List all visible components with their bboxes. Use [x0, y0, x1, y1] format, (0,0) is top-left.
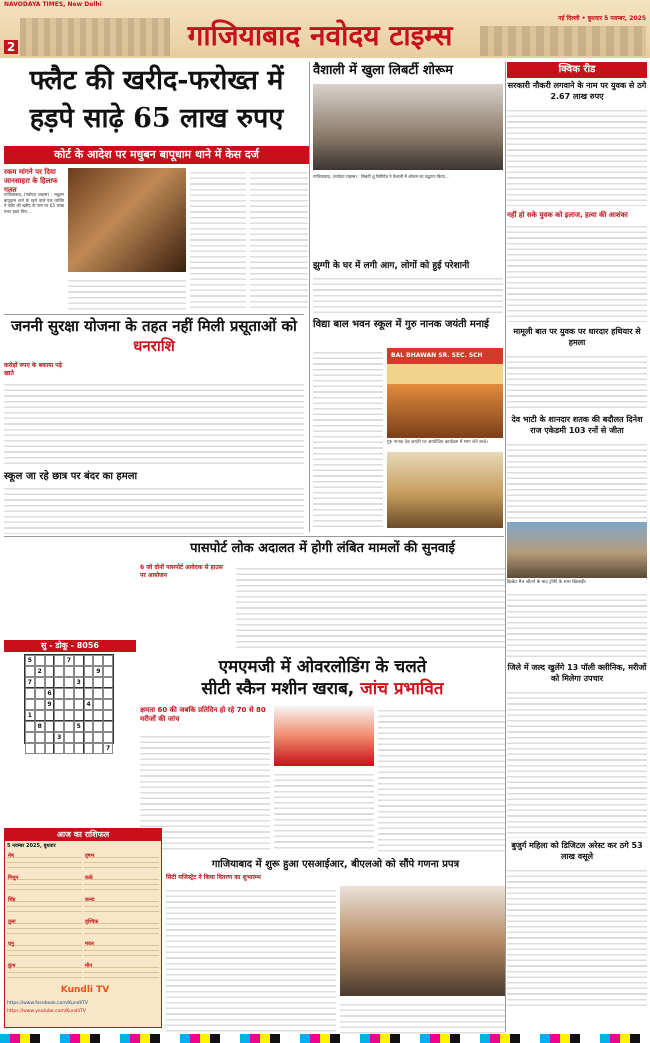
sudoku-cell	[54, 710, 64, 721]
school-headline: स्कूल जा रहे छात्र पर बंदर का हमला	[4, 471, 138, 482]
page-number: 2	[4, 40, 18, 54]
sudoku-cell	[84, 688, 94, 699]
registration-strip	[0, 1034, 650, 1043]
sudoku-cell: 5	[25, 655, 35, 666]
sudoku-cell	[103, 666, 113, 677]
sudoku-cell	[93, 699, 103, 710]
sudoku-grid	[24, 654, 114, 752]
sudoku-cell	[103, 699, 113, 710]
sudoku-cell: 1	[25, 710, 35, 721]
sudoku-cell	[35, 710, 45, 721]
rashi-sign: कुंभ	[7, 963, 82, 982]
passport-story	[140, 540, 505, 650]
passport-headline: पासपोर्ट लोक अदालत में होगी लंबित मामलों की सुनवाई	[190, 541, 455, 556]
sudoku-cell	[25, 721, 35, 732]
emg-headline-1: एमएमजी में ओवरलोडिंग के चलते	[218, 657, 427, 677]
sudoku-cell	[54, 688, 64, 699]
sudoku-cell	[84, 743, 94, 754]
sudoku-cell	[64, 677, 74, 688]
sudoku-cell	[103, 721, 113, 732]
quick-read	[507, 62, 647, 1012]
quick-h3: मामूली बात पर युवक पर धारदार हथियार से हमला	[513, 327, 641, 347]
masthead-date: नई दिल्ली • बुधवार 5 नवम्बर, 2025	[558, 15, 646, 22]
quick-body1	[507, 106, 647, 206]
sudoku-cell	[103, 655, 113, 666]
fire-body	[313, 274, 503, 314]
lead-body-col3	[190, 168, 246, 310]
gavel-photo	[68, 168, 186, 272]
quick-body6	[507, 688, 647, 838]
sudoku-cell	[54, 677, 64, 688]
sir-photo	[340, 886, 505, 996]
emg-body-3	[378, 706, 505, 852]
youtube-link[interactable]: https://www.youtube.com/KundliTV	[7, 1009, 86, 1014]
rashi-sign: मिथुन	[7, 875, 82, 894]
sudoku-cell	[93, 710, 103, 721]
masthead	[0, 0, 650, 58]
sudoku-cell	[54, 743, 64, 754]
sudoku-cell	[64, 710, 74, 721]
hospital-illustration	[274, 706, 374, 766]
rashifal-date: 5 नवम्बर 2025, बुधवार	[7, 843, 56, 849]
sir-story	[166, 858, 505, 1038]
quick-body4	[507, 440, 647, 520]
quick-read-tag: क्विक रीड	[507, 62, 647, 78]
cricket-caption: क्रिकेट मैच जीतने के बाद ट्रॉफी के साथ खिलाड़ी।	[507, 580, 587, 585]
sudoku-cell	[64, 666, 74, 677]
sudoku-cell	[103, 677, 113, 688]
sudoku-cell: 7	[25, 677, 35, 688]
sudoku-cell	[103, 710, 113, 721]
emg-bullet: क्षमता 60 की जबकि प्रतिदिन हो रहे 70 से 80 मरीजों की जांच	[140, 706, 266, 723]
sudoku-cell: 5	[74, 721, 84, 732]
sudoku-cell	[45, 666, 55, 677]
vaishali-photo	[313, 84, 503, 170]
sudoku-cell: 6	[45, 688, 55, 699]
rashi-sign: मीन	[84, 963, 159, 982]
sudoku-cell	[35, 677, 45, 688]
janani-bullet: करोड़ों रुपए के बकाया पड़े खाते	[4, 362, 62, 377]
quick-body5	[507, 590, 647, 660]
sudoku-cell	[84, 677, 94, 688]
sudoku-cell	[84, 732, 94, 743]
sudoku-cell	[93, 655, 103, 666]
rashifal-title: आज का राशिफल	[5, 829, 161, 841]
sudoku-cell	[54, 721, 64, 732]
rule-v1	[309, 62, 310, 532]
lead-body: गाजियाबाद, (नवोदय टाइम्स) : मधुबन बापूधाम थाने के रहने वाले एक व्यक्ति ने फ्लैट की खरीद के नाम पर 65 लाख रुपए हड़प लिए...	[4, 192, 64, 214]
quick-body2	[507, 222, 647, 322]
sudoku-cell: 3	[54, 732, 64, 743]
rule-h2	[4, 536, 504, 537]
passport-body	[236, 564, 505, 648]
janani-headline	[4, 316, 304, 356]
quick-h2: नहीं हो सके युवक को इलाज, हत्या की आशंका	[507, 211, 628, 219]
vidya-story	[313, 318, 503, 538]
sudoku-cell	[103, 732, 113, 743]
janani-body	[4, 380, 304, 464]
sudoku-cell	[45, 743, 55, 754]
vaishali-body: गाजियाबाद, (नवोदय टाइम्स) : लिबर्टी शू लिमिटेड ने वैशाली में शोरूम का उद्घाटन किया...	[313, 174, 449, 179]
quick-body3	[507, 352, 647, 412]
sudoku-cell	[45, 721, 55, 732]
sir-body-2	[340, 1000, 505, 1036]
sudoku-cell	[64, 732, 74, 743]
vidya-photo-2	[387, 452, 503, 528]
masthead-title: गाजियाबाद नवोदय टाइम्स	[187, 19, 453, 52]
sudoku-cell: 2	[35, 666, 45, 677]
sudoku-cell	[35, 732, 45, 743]
sudoku-cell	[35, 688, 45, 699]
rashi-sign: धनु	[7, 941, 82, 960]
school-body	[4, 484, 304, 534]
rule-h1	[4, 314, 304, 315]
sudoku-cell: 4	[84, 699, 94, 710]
sudoku-cell: 9	[93, 666, 103, 677]
sudoku-cell	[25, 666, 35, 677]
fire-headline: झुग्गी के घर में लगी आग, लोगों को हुई परेशानी	[313, 261, 470, 271]
quick-h5: जिले में जल्द खुलेंगे 13 पॉली क्लीनिक, मरीजों को मिलेगा उपचार	[507, 663, 647, 683]
janani-headline-text: जननी सुरक्षा योजना के तहत नहीं मिली प्रसूताओं को	[11, 317, 297, 335]
sudoku-cell	[35, 699, 45, 710]
masthead-skyline	[20, 18, 170, 56]
rashifal-signs	[7, 853, 159, 983]
sudoku-cell	[93, 732, 103, 743]
vidya-caption: गुरु नानक देव जयंती पर आयोजित कार्यक्रम में भाग लेते बच्चे।	[387, 440, 488, 445]
sudoku-cell	[64, 688, 74, 699]
sudoku-cell	[74, 655, 84, 666]
rashi-sign: तुला	[7, 919, 82, 938]
sudoku-cell	[103, 688, 113, 699]
emg-headline-2	[140, 678, 505, 700]
facebook-link[interactable]: https://www.facebook.com/KundliTV	[7, 1001, 88, 1006]
sudoku-cell	[84, 721, 94, 732]
sudoku-cell	[25, 688, 35, 699]
sudoku-cell	[74, 710, 84, 721]
sudoku-cell	[74, 743, 84, 754]
sudoku-cell	[84, 666, 94, 677]
vaishali-story	[313, 62, 503, 262]
sir-bullet: सिटी मजिस्ट्रेट ने किया वितरण का शुभारम्भ	[166, 874, 261, 881]
sudoku-cell	[64, 699, 74, 710]
sir-body	[166, 886, 336, 1036]
sudoku-cell	[25, 743, 35, 754]
rashi-sign: मेष	[7, 853, 82, 872]
emg-headline-2-text: सीटी स्कैन मशीन खराब,	[201, 679, 355, 699]
rashifal	[4, 828, 162, 1028]
sudoku-cell: 8	[35, 721, 45, 732]
passport-bullet: 6 जो दोनों पासपोर्ट आवेदक से हाउस पर आयोजन	[140, 564, 223, 579]
quick-h1: सरकारी नौकरी लगवाने के नाम पर युवक से ठगे 2.67 लाख रुपए	[507, 81, 647, 101]
sudoku-cell	[74, 688, 84, 699]
sudoku-cell	[93, 688, 103, 699]
janani-highlight: धनराशि	[133, 337, 175, 355]
vidya-headline: विद्या बाल भवन स्कूल में गुरु नानक जयंती मनाई	[313, 319, 489, 330]
masthead-skyline-right	[480, 26, 646, 56]
sudoku-cell	[45, 710, 55, 721]
sudoku-cell	[93, 743, 103, 754]
rashi-sign: मकर	[84, 941, 159, 960]
rashi-sign: कर्क	[84, 875, 159, 894]
sudoku-cell	[54, 699, 64, 710]
sudoku-cell	[93, 721, 103, 732]
quick-h4: देव भाटी के शानदार शतक की बदौलत दिनेश राज एकेडमी 103 रनों से जीता	[511, 415, 643, 435]
sudoku-cell	[74, 699, 84, 710]
lead-body-col2	[68, 276, 186, 310]
rule-v2	[505, 62, 506, 1032]
emg-story	[140, 656, 505, 856]
janani-story	[4, 316, 304, 466]
vaishali-headline: वैशाली में खुला लिबर्टी शोरूम	[313, 63, 453, 78]
sudoku-cell	[45, 655, 55, 666]
vidya-photo	[387, 348, 503, 438]
vidya-banner: BAL BHAWAN SR. SEC. SCH	[391, 352, 483, 359]
rashi-sign: कन्या	[84, 897, 159, 916]
sudoku-cell: 3	[74, 677, 84, 688]
emg-headline-2-red: जांच प्रभावित	[360, 679, 444, 699]
sudoku-cell	[35, 743, 45, 754]
cricket-photo	[507, 522, 647, 578]
sudoku-cell	[74, 732, 84, 743]
sudoku-cell	[25, 732, 35, 743]
rashi-sign: वृषभ	[84, 853, 159, 872]
sudoku-cell	[64, 743, 74, 754]
sudoku-cell: 7	[103, 743, 113, 754]
emg-body-2	[274, 770, 374, 852]
sudoku-title: सु - डोकू - 8056	[4, 640, 136, 652]
sudoku-cell	[84, 655, 94, 666]
sudoku-cell	[64, 721, 74, 732]
sir-headline: गाजियाबाद में शुरू हुआ एसआईआर, बीएलओ को सौंपे गणना प्रपत्र	[211, 859, 460, 870]
sudoku-cell	[45, 677, 55, 688]
masthead-left: NAVODAYA TIMES, New Delhi	[4, 1, 102, 8]
sudoku-cell	[54, 655, 64, 666]
quick-body7	[507, 866, 647, 1006]
sudoku-cell	[45, 732, 55, 743]
sudoku-cell	[74, 666, 84, 677]
kundli-brand: Kundli TV	[60, 985, 110, 995]
sudoku-cell	[25, 699, 35, 710]
vidya-body	[313, 348, 383, 528]
lead-headline: फ्लैट की खरीद-फरोख्त में हड़पे साढ़े 65 लाख रुपए	[29, 65, 284, 134]
sudoku-cell: 9	[45, 699, 55, 710]
sudoku-cell: 7	[64, 655, 74, 666]
sudoku-cell	[35, 655, 45, 666]
sudoku-cell	[84, 710, 94, 721]
lead-subhead: कोर्ट के आदेश पर मधुबन बापूधाम थाने में केस दर्ज	[4, 146, 309, 164]
lead-body-col4	[250, 168, 308, 310]
rashi-sign: सिंह	[7, 897, 82, 916]
lead-story	[4, 62, 309, 312]
lead-bullet: रकम मांगने पर दिया जानसाहरा के हिलाफ गलत	[4, 168, 58, 194]
sudoku-cell	[54, 666, 64, 677]
rashi-sign: वृश्चिक	[84, 919, 159, 938]
sudoku-cell	[93, 677, 103, 688]
sudoku	[4, 640, 136, 750]
quick-h6: बुजुर्ग महिला को डिजिटल अरेस्ट कर ठगे 53 लाख वसूले	[511, 841, 643, 861]
